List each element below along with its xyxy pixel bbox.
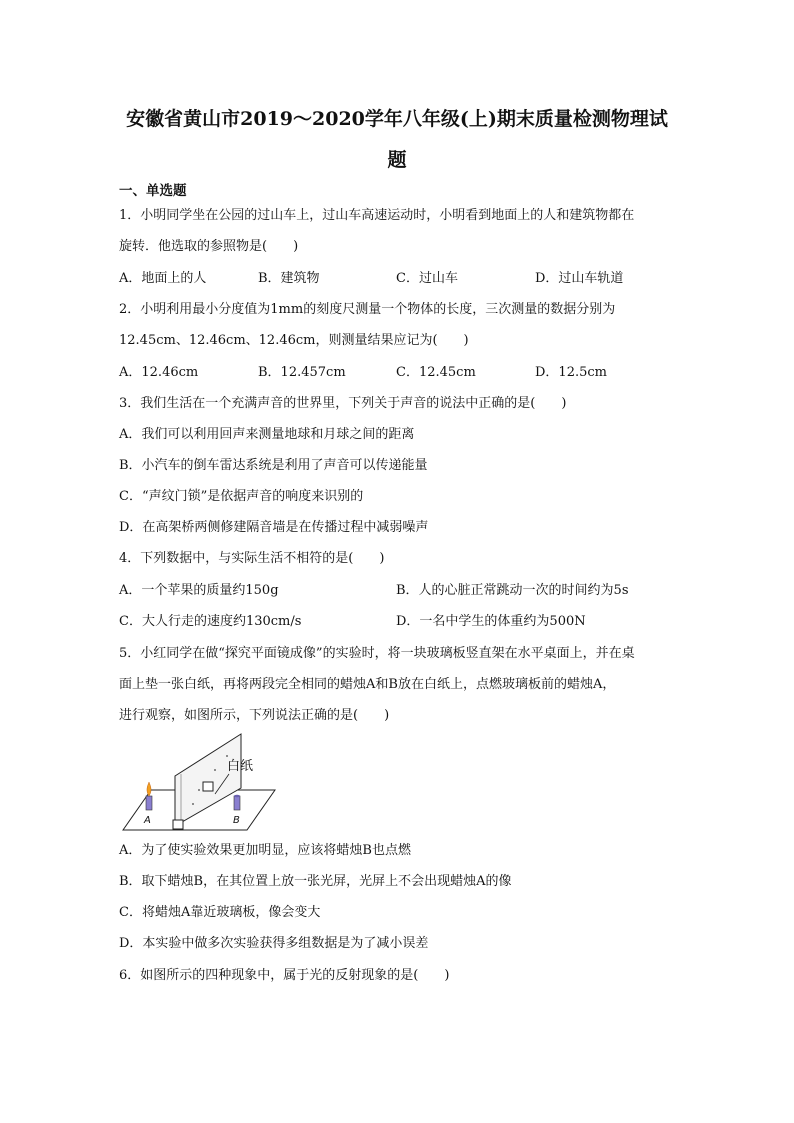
candle-b-top — [234, 795, 240, 798]
question-4-option-d: D．一名中学生的体重约为500N — [396, 614, 586, 629]
question-4-option-a: A．一个苹果的质量约150g — [119, 583, 279, 598]
question-5-option-a: A．为了使实验效果更加明显，应该将蜡烛B也点燃 — [119, 843, 411, 858]
section-heading: 一、单选题 — [119, 183, 187, 199]
question-3-option-d: D．在高架桥两侧修建隔音墙是在传播过程中减弱噪声 — [119, 520, 429, 535]
question-1-option-c: C．过山车 — [396, 271, 458, 286]
question-6-text: 6．如图所示的四种现象中，属于光的反射现象的是( ) — [119, 968, 450, 983]
question-1-text-line1: 1．小明同学坐在公园的过山车上，过山车高速运动时，小明看到地面上的人和建筑物都在 — [119, 208, 635, 223]
question-1-text-line2: 旋转．他选取的参照物是( ) — [119, 239, 299, 254]
glass-speck — [226, 755, 228, 757]
question-4-option-b: B．人的心脏正常跳动一次的时间约为5s — [396, 583, 629, 598]
glass-clamp-top — [203, 782, 213, 791]
question-2-option-b: B．12.457cm — [258, 365, 346, 380]
question-5-option-b: B．取下蜡烛B，在其位置上放一张光屏，光屏上不会出现蜡烛A的像 — [119, 874, 512, 889]
question-2-text-line1: 2．小明利用最小分度值为1mm的刻度尺测量一个物体的长度，三次测量的数据分别为 — [119, 302, 616, 317]
question-2-option-d: D．12.5cm — [535, 365, 607, 380]
figure-label-b: B — [233, 815, 240, 826]
question-1-option-b: B．建筑物 — [258, 271, 320, 286]
question-5-text-line1: 5．小红同学在做“探究平面镜成像”的实验时，将一块玻璃板竖直架在水平桌面上，并在桌 — [119, 646, 635, 661]
question-5-text-line2: 面上垫一张白纸，再将两段完全相同的蜡烛A和B放在白纸上，点燃玻璃板前的蜡烛A， — [119, 677, 616, 692]
candle-a — [146, 796, 152, 810]
question-5-option-d: D．本实验中做多次实验获得多组数据是为了减小误差 — [119, 936, 429, 951]
question-5-text-line3: 进行观察，如图所示，下列说法正确的是( ) — [119, 708, 390, 723]
question-4-option-c: C．大人行走的速度约130cm/s — [119, 614, 302, 629]
glass-speck — [192, 803, 194, 805]
page-title-line2: 题 — [387, 149, 407, 171]
question-2-option-c: C．12.45cm — [396, 365, 476, 380]
figure-label-white-paper: 白纸 — [227, 759, 254, 774]
glass-speck — [198, 789, 200, 791]
candle-b — [234, 796, 240, 810]
question-1-option-d: D．过山车轨道 — [535, 271, 624, 286]
page-title-line1: 安徽省黄山市2019～2020学年八年级(上)期末质量检测物理试 — [126, 108, 668, 130]
glass-clamp-bottom — [173, 820, 183, 829]
question-4-text: 4．下列数据中，与实际生活不相符的是( ) — [119, 551, 385, 566]
figure-label-a: A — [144, 815, 151, 826]
question-1-option-a: A．地面上的人 — [119, 271, 207, 286]
mirror-experiment-figure — [119, 730, 279, 838]
question-2-option-a: A．12.46cm — [119, 365, 199, 380]
question-3-option-a: A．我们可以利用回声来测量地球和月球之间的距离 — [119, 427, 415, 442]
question-3-text: 3．我们生活在一个充满声音的世界里，下列关于声音的说法中正确的是( ) — [119, 396, 567, 411]
question-3-option-b: B．小汽车的倒车雷达系统是利用了声音可以传递能量 — [119, 458, 428, 473]
glass-speck — [214, 769, 216, 771]
question-3-option-c: C．“声纹门锁”是依据声音的响度来识别的 — [119, 489, 364, 504]
question-2-text-line2: 12.45cm、12.46cm、12.46cm，则测量结果应记为( ) — [119, 333, 469, 348]
question-5-option-c: C．将蜡烛A靠近玻璃板，像会变大 — [119, 905, 321, 920]
